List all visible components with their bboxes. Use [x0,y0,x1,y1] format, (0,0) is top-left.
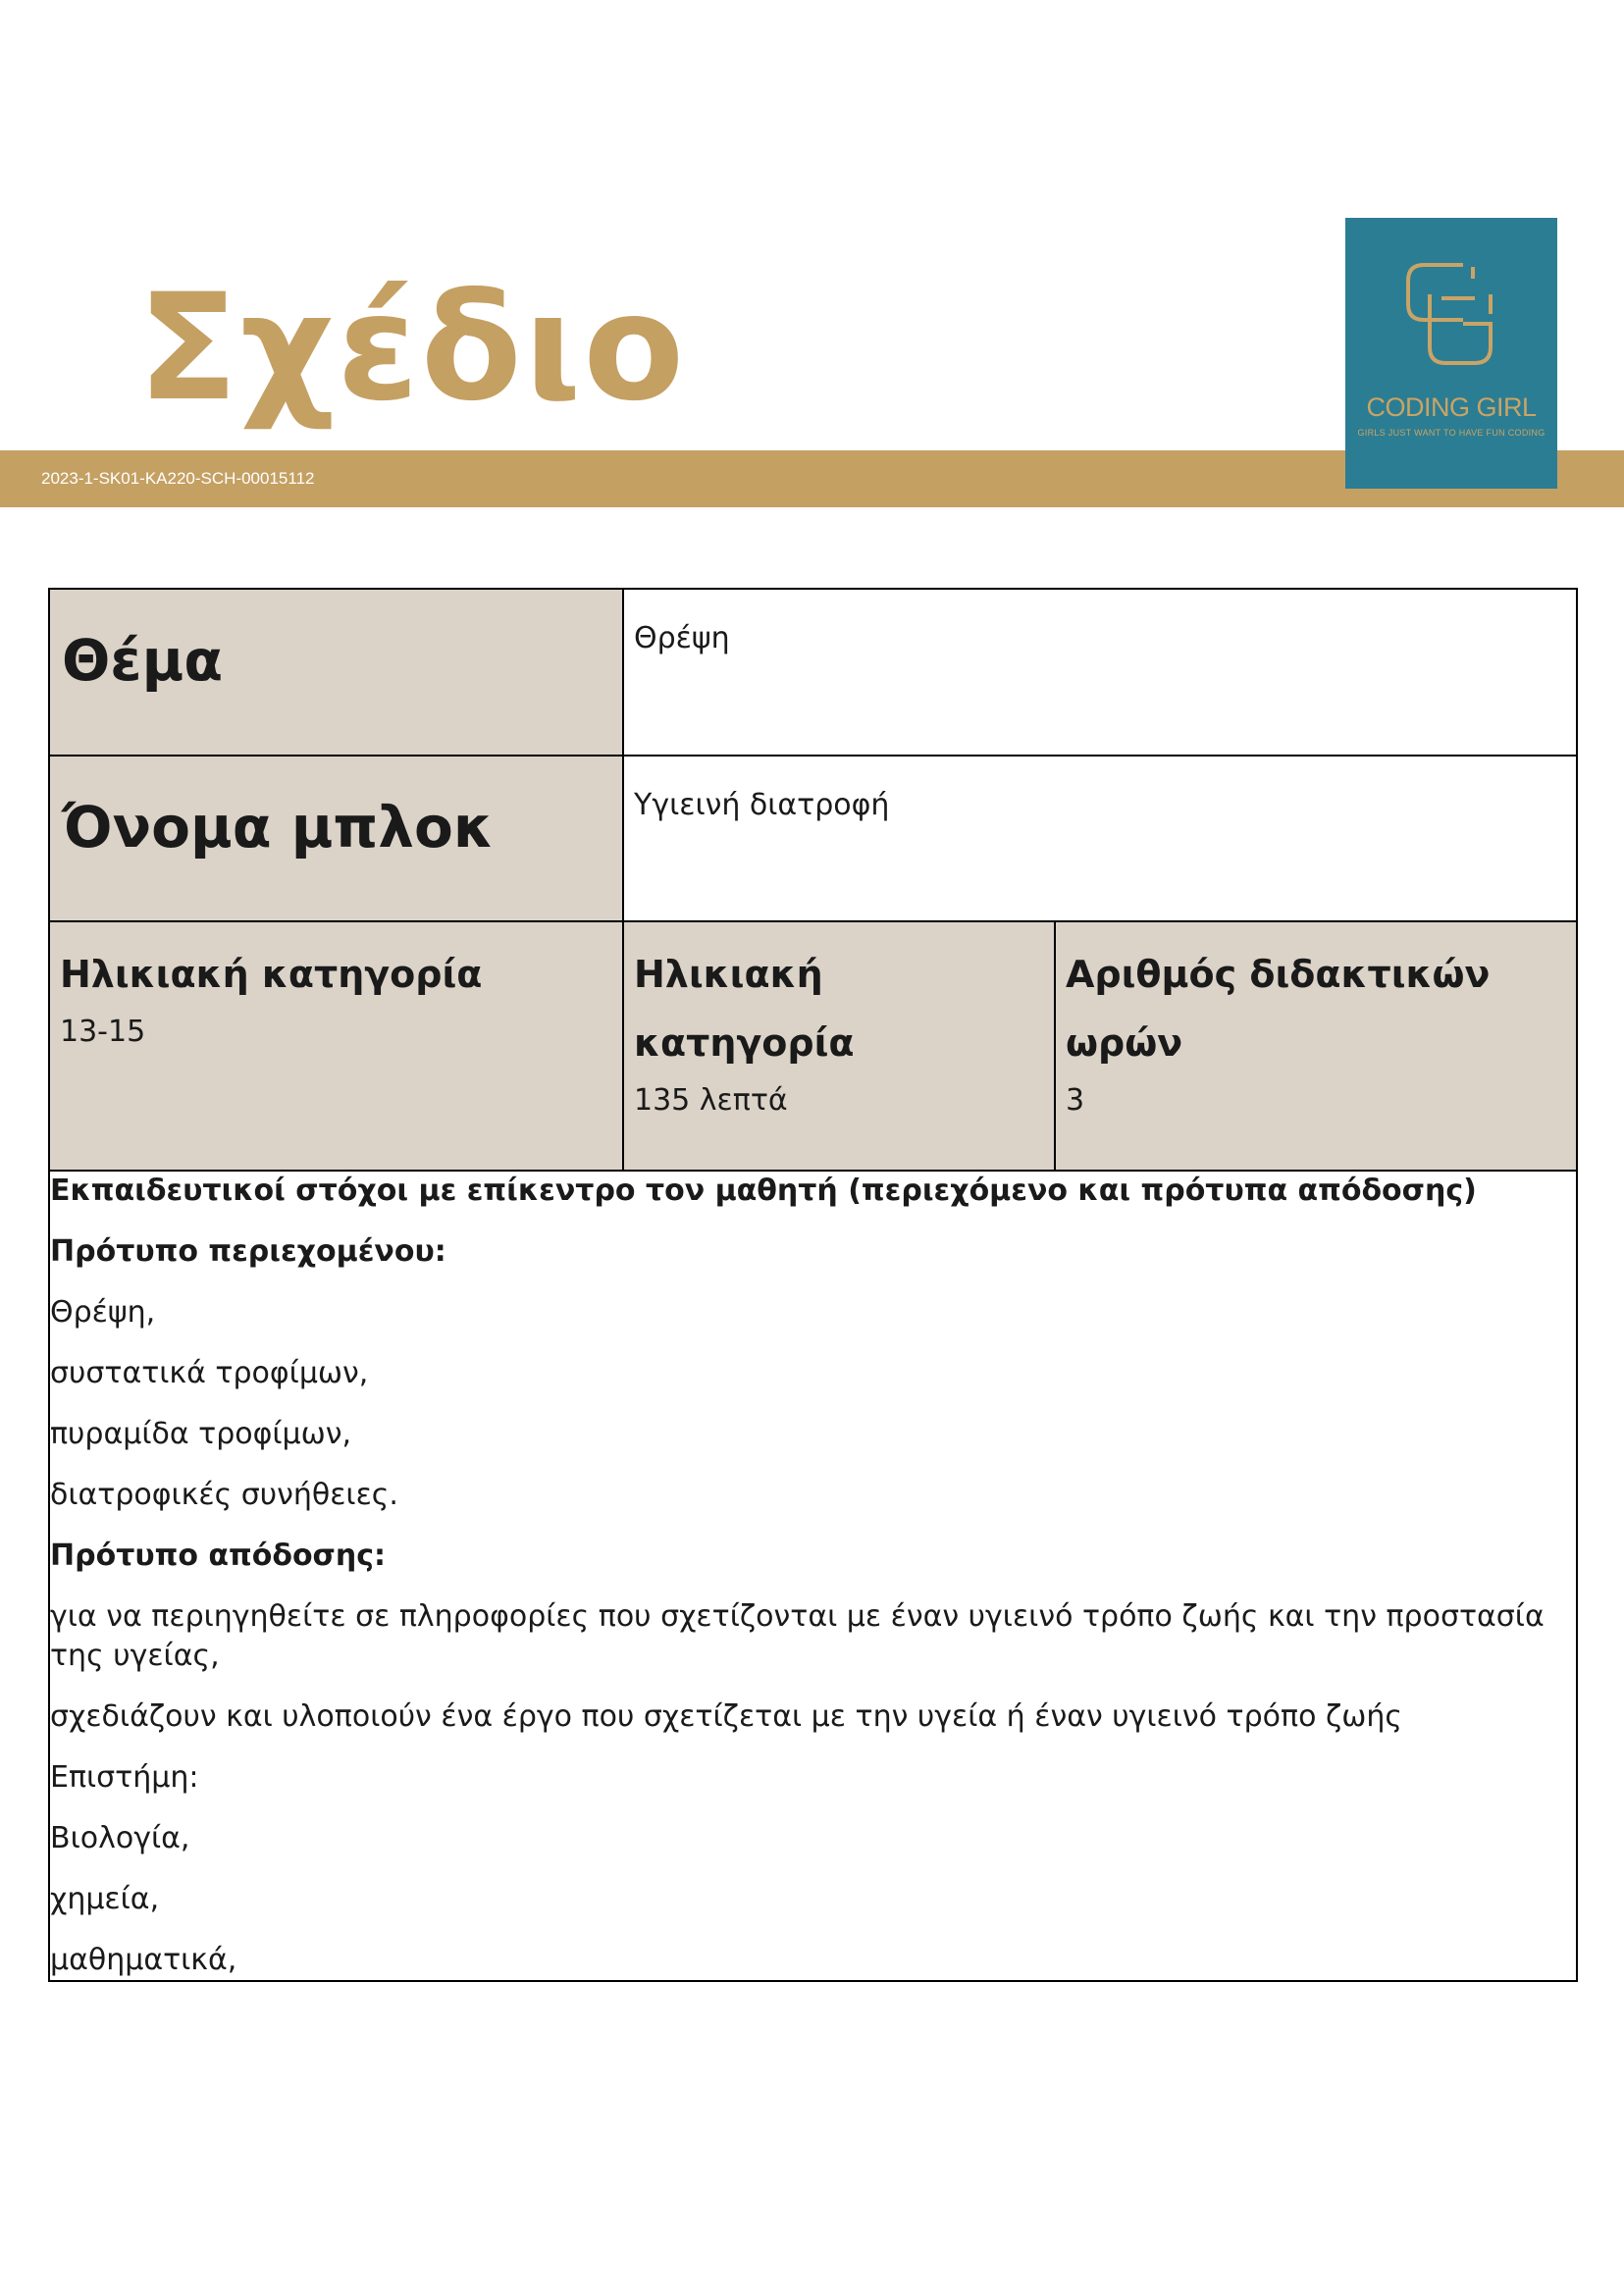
topic-value: Θρέψη [634,621,730,655]
coding-girl-logo [1345,218,1557,489]
logo-name: CODING GIRL [1366,392,1537,422]
science-heading: Επιστήμη: [50,1760,199,1795]
content-heading: Πρότυπο περιεχομένου: [50,1234,446,1269]
list-item: σχεδιάζουν και υλοποιούν ένα έργο που σχετίζεται με την υγεία ή έναν υγιεινό τρόπο ζωής [50,1699,1403,1734]
hours-value: 3 [1066,1083,1085,1118]
objectives-row [49,1171,1577,1981]
lesson-plan-table [48,588,1578,1982]
hours-cell [1055,921,1577,1171]
list-item: χημεία, [50,1882,160,1916]
age-cell [49,921,623,1171]
block-value-cell [623,756,1577,921]
duration-cell [623,921,1055,1171]
list-item: Θρέψη, [50,1295,156,1330]
project-code: 2023-1-SK01-KA220-SCH-00015112 [41,469,315,488]
list-item: διατροφικές συνήθειες. [50,1478,398,1512]
topic-value-cell [623,589,1577,756]
objectives-heading: Εκπαιδευτικοί στόχοι με επίκεντρο τον μαθητή (περιεχόμενο και πρότυπα απόδοσης) [50,1174,1477,1208]
duration-label: Ηλικιακή κατηγορία [634,953,855,1065]
cg-monogram-icon [1402,255,1500,373]
list-item: για να περιηγηθείτε σε πληροφορίες που σχετίζονται με έναν υγιεινό τρόπο ζωής και την προστασία της υγείας, [50,1599,1545,1673]
block-label: Όνομα μπλοκ [62,794,495,861]
document-title: Σχέδιο [137,275,687,434]
list-item: Βιολογία, [50,1821,190,1855]
block-label-cell [49,756,623,921]
age-label: Ηλικιακή κατηγορία [60,953,483,996]
age-value: 13-15 [60,1015,146,1049]
topic-label: Θέμα [62,627,224,694]
list-item: μαθηματικά, [50,1943,237,1977]
performance-heading: Πρότυπο απόδοσης: [50,1539,387,1573]
list-item: πυραμίδα τροφίμων, [50,1417,352,1451]
details-row [49,921,1577,1171]
block-value: Υγιεινή διατροφή [634,788,890,822]
hours-label: Αριθμός διδακτικών ωρών [1066,953,1491,1065]
list-item: συστατικά τροφίμων, [50,1356,369,1390]
topic-label-cell [49,589,623,756]
objectives-cell [49,1171,1577,1981]
block-row [49,756,1577,921]
logo-tagline: GIRLS JUST WANT TO HAVE FUN CODING [1357,428,1545,438]
duration-value: 135 λεπτά [634,1083,788,1118]
topic-row [49,589,1577,756]
